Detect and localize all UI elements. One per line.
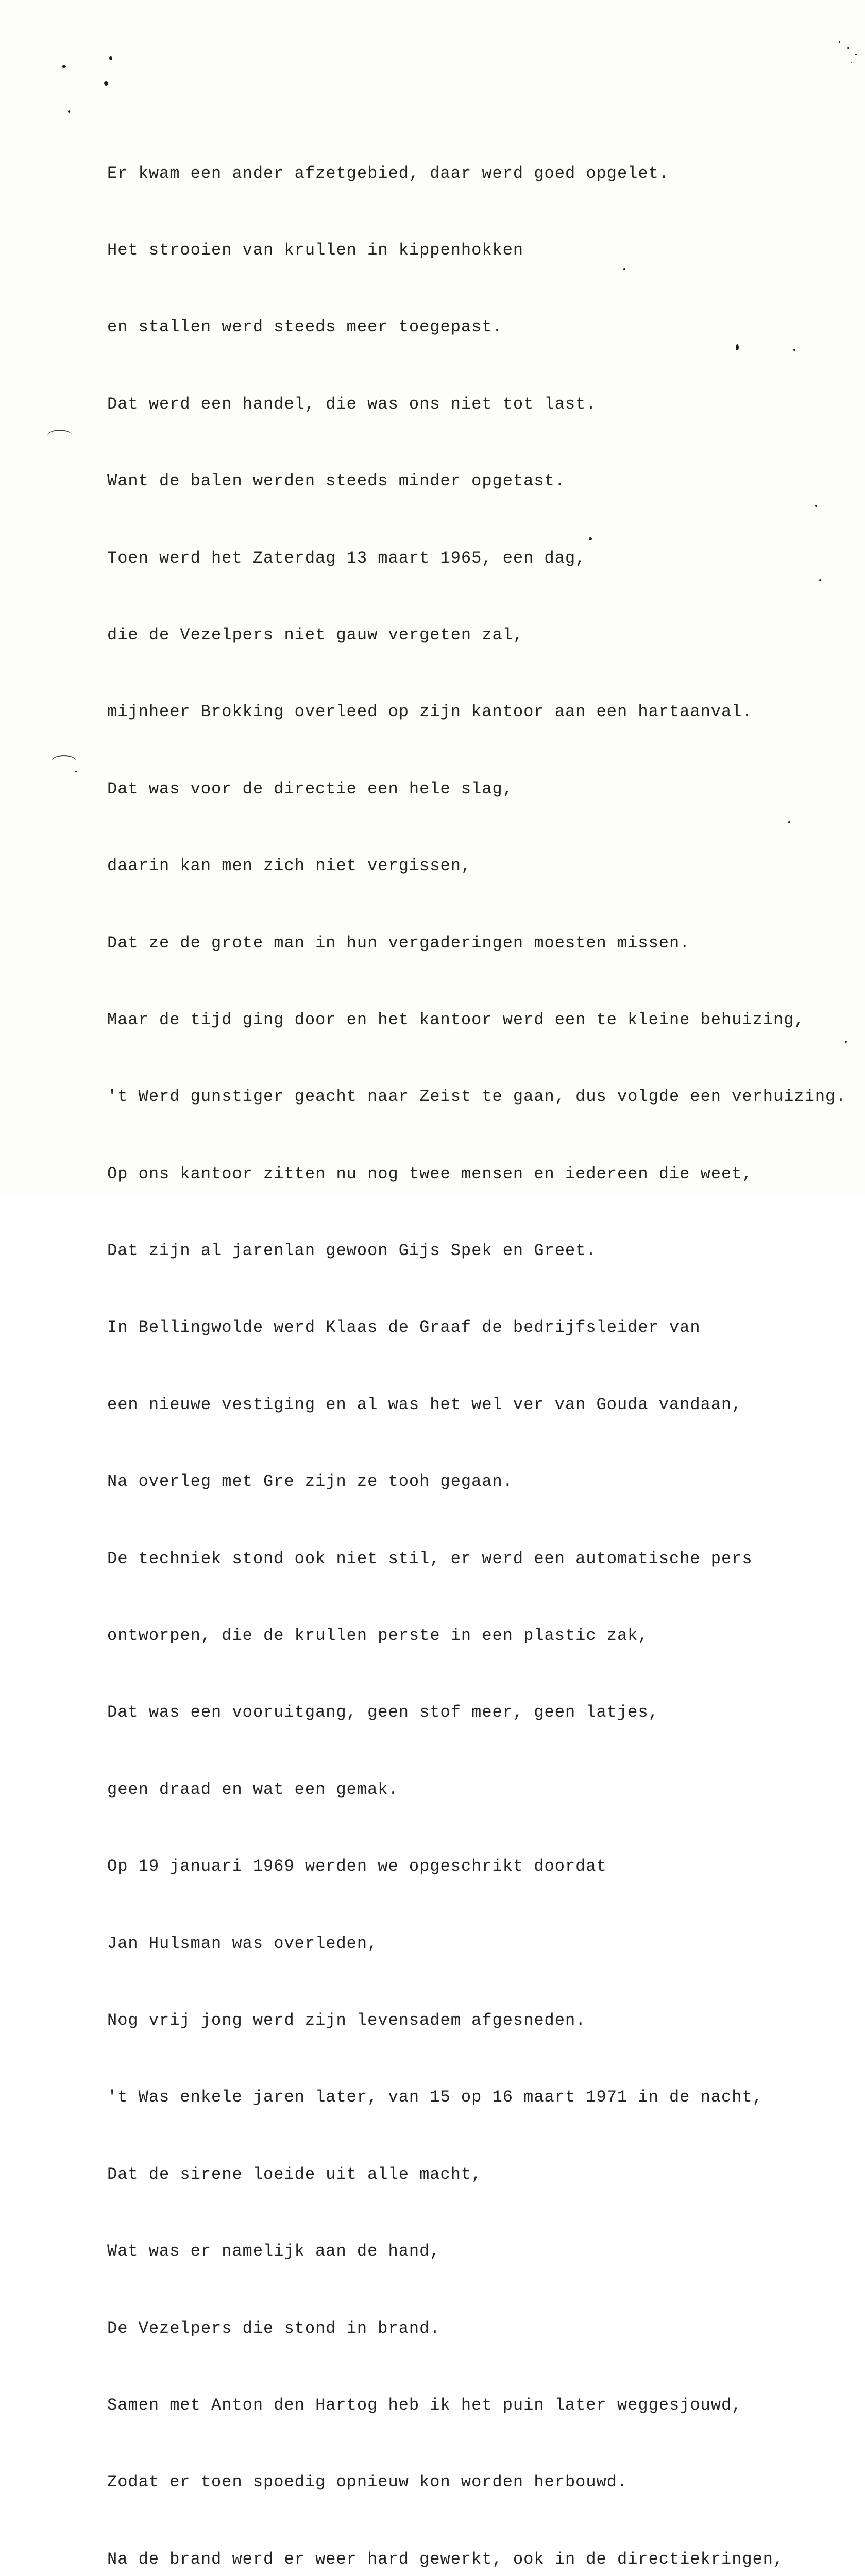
text-line: Er kwam een ander afzetgebied, daar werd goed opgelet.	[107, 163, 669, 183]
text-line: 't Was enkele jaren later, van 15 op 16 maart 1971 in de nacht,	[107, 2088, 763, 2107]
text-line: Toen werd het Zaterdag 13 maart 1965, een dag,	[107, 548, 586, 568]
text-line: Dat ze de grote man in hun vergaderingen moesten missen.	[107, 933, 690, 953]
text-line: Dat zijn al jarenlan gewoon Gijs Spek en Greet.	[107, 1241, 597, 1261]
text-line: 't Werd gunstiger geacht naar Zeist te gaan, dus volgde een verhuizing.	[107, 1087, 846, 1107]
text-line: Zodat er toen spoedig opnieuw kon worden herbouwd.	[107, 2472, 628, 2492]
text-line: Dat was een vooruitgang, geen stof meer, geen latjes,	[107, 1703, 659, 1722]
text-line: een nieuwe vestiging en al was het wel ver van Gouda vandaan,	[107, 1395, 742, 1414]
punch-hole-mark	[52, 755, 76, 768]
punch-hole-mark	[47, 430, 72, 442]
ink-speck	[109, 56, 112, 60]
text-line: Op 19 januari 1969 werden we opgeschrikt doordat	[107, 1857, 607, 1876]
ink-speck	[68, 110, 70, 113]
text-line: Want de balen werden steeds minder opgetast.	[107, 471, 565, 491]
text-line: Maar de tijd ging door en het kantoor werd een te kleine behuizing,	[107, 1010, 805, 1029]
ink-speck	[75, 771, 77, 772]
text-line: Dat werd een handel, die was ons niet tot last.	[107, 394, 597, 414]
text-line: mijnheer Brokking overleed op zijn kantoor aan een hartaanval.	[107, 702, 753, 722]
ink-speck	[839, 41, 840, 43]
text-line: Na de brand werd er weer hard gewerkt, ook in de directiekringen,	[107, 2549, 784, 2569]
text-line: Jan Hulsman was overleden,	[107, 1934, 378, 1953]
text-line: In Bellingwolde werd Klaas de Graaf de bedrijfsleider van	[107, 1318, 701, 1337]
text-line: Nog vrij jong werd zijn levensadem afgesneden.	[107, 2010, 586, 2030]
ink-speck	[851, 62, 852, 63]
text-line: die de Vezelpers niet gauw vergeten zal,	[107, 625, 524, 645]
text-line: Na overleg met Gre zijn ze tooh gegaan.	[107, 1472, 513, 1492]
ink-speck	[847, 47, 849, 49]
ink-speck	[62, 65, 66, 68]
text-line: Op ons kantoor zitten nu nog twee mensen en iedereen die weet,	[107, 1164, 753, 1183]
text-line: en stallen werd steeds meer toegepast.	[107, 317, 503, 337]
text-line: geen draad en wat een gemak.	[107, 1780, 399, 1799]
ink-speck	[104, 81, 108, 86]
text-line: daarin kan men zich niet vergissen,	[107, 856, 472, 876]
text-line: Samen met Anton den Hartog heb ik het puin later weggesjouwd,	[107, 2395, 742, 2415]
text-line: ontworpen, die de krullen perste in een plastic zak,	[107, 1626, 649, 1646]
text-line: Dat was voor de directie een hele slag,	[107, 779, 513, 799]
ink-speck	[855, 54, 857, 55]
text-line: De techniek stond ook niet stil, er werd een automatische pers	[107, 1549, 753, 1568]
text-line: Wat was er namelijk aan de hand,	[107, 2242, 440, 2261]
text-line: De Vezelpers die stond in brand.	[107, 2318, 440, 2338]
typewritten-text	[107, 109, 849, 2576]
text-line: Het strooien van krullen in kippenhokken	[107, 240, 524, 260]
text-line: Dat de sirene loeide uit alle macht,	[107, 2164, 482, 2184]
